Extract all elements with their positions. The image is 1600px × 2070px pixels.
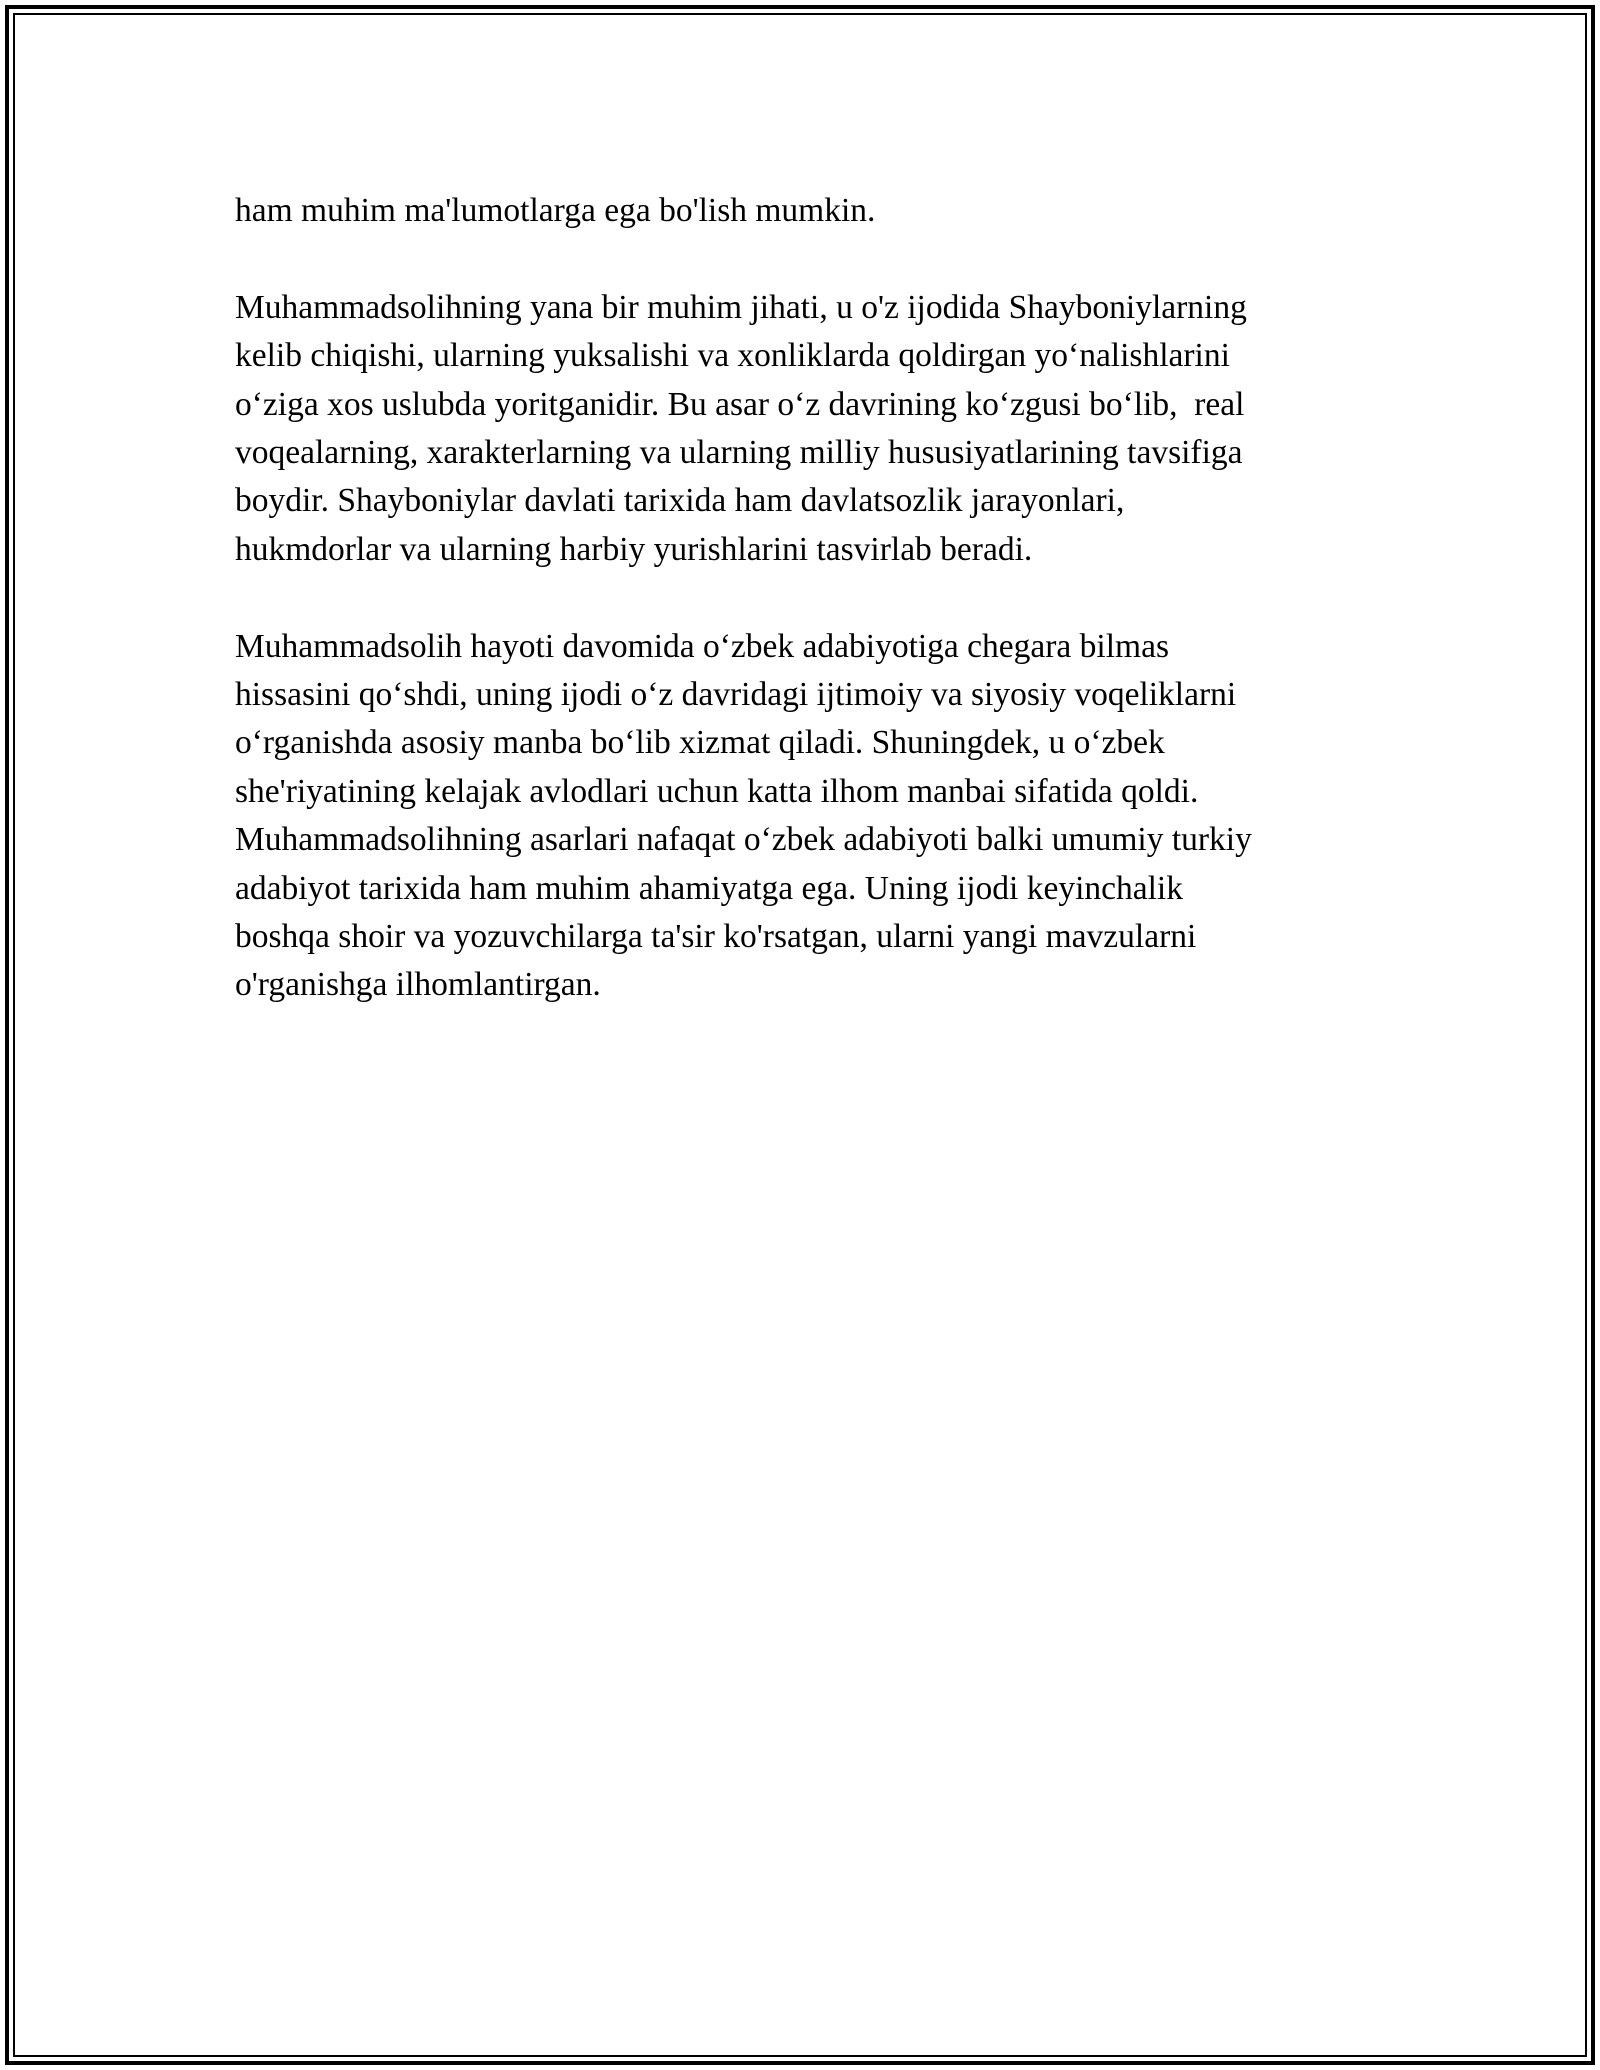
text-line: she'riyatining kelajak avlodlari uchun katta ilhom manbai sifatida qoldi.: [235, 772, 1199, 810]
paragraph-2: [235, 284, 1365, 574]
paragraph-3: [235, 623, 1365, 1010]
paragraph-spacer: [235, 574, 1365, 622]
text-line: voqealarning, xarakterlarning va ularning milliy hususiyatlarining tavsifiga: [235, 434, 1243, 472]
text-line: kelib chiqishi, ularning yuksalishi va xonliklarda qoldirgan yo‘nalishlarini: [235, 337, 1230, 375]
paragraph-spacer: [235, 235, 1365, 283]
text-line: hukmdorlar va ularning harbiy yurishlarini tasvirlab beradi.: [235, 530, 1033, 568]
text-line: ham muhim ma'lumotlarga ega bo'lish mumkin.: [235, 192, 876, 229]
text-line: o‘rganishda asosiy manba bo‘lib xizmat qiladi. Shuningdek, u o‘zbek: [235, 724, 1165, 762]
text-line: Muhammadsolihning asarlari nafaqat o‘zbek adabiyoti balki umumiy turkiy: [235, 821, 1252, 859]
text-line: o'rganishga ilhomlantirgan.: [235, 966, 601, 1004]
text-line: boydir. Shayboniylar davlati tarixida ham davlatsozlik jarayonlari,: [235, 482, 1125, 520]
text-line: o‘ziga xos uslubda yoritganidir. Bu asar o‘z davrining ko‘zgusi bo‘lib, real: [235, 385, 1245, 423]
paragraph-1: [235, 187, 1365, 235]
document-body: [235, 187, 1365, 1010]
text-line: Muhammadsolih hayoti davomida o‘zbek adabiyotiga chegara bilmas: [235, 627, 1170, 665]
text-line: boshqa shoir va yozuvchilarga ta'sir ko'rsatgan, ularni yangi mavzularni: [235, 918, 1197, 956]
text-line: adabiyot tarixida ham muhim ahamiyatga ega. Uning ijodi keyinchalik: [235, 869, 1183, 907]
text-line: Muhammadsolihning yana bir muhim jihati, u o'z ijodida Shayboniylarning: [235, 288, 1247, 326]
text-line: hissasini qo‘shdi, uning ijodi o‘z davridagi ijtimoiy va siyosiy voqeliklarni: [235, 676, 1237, 714]
